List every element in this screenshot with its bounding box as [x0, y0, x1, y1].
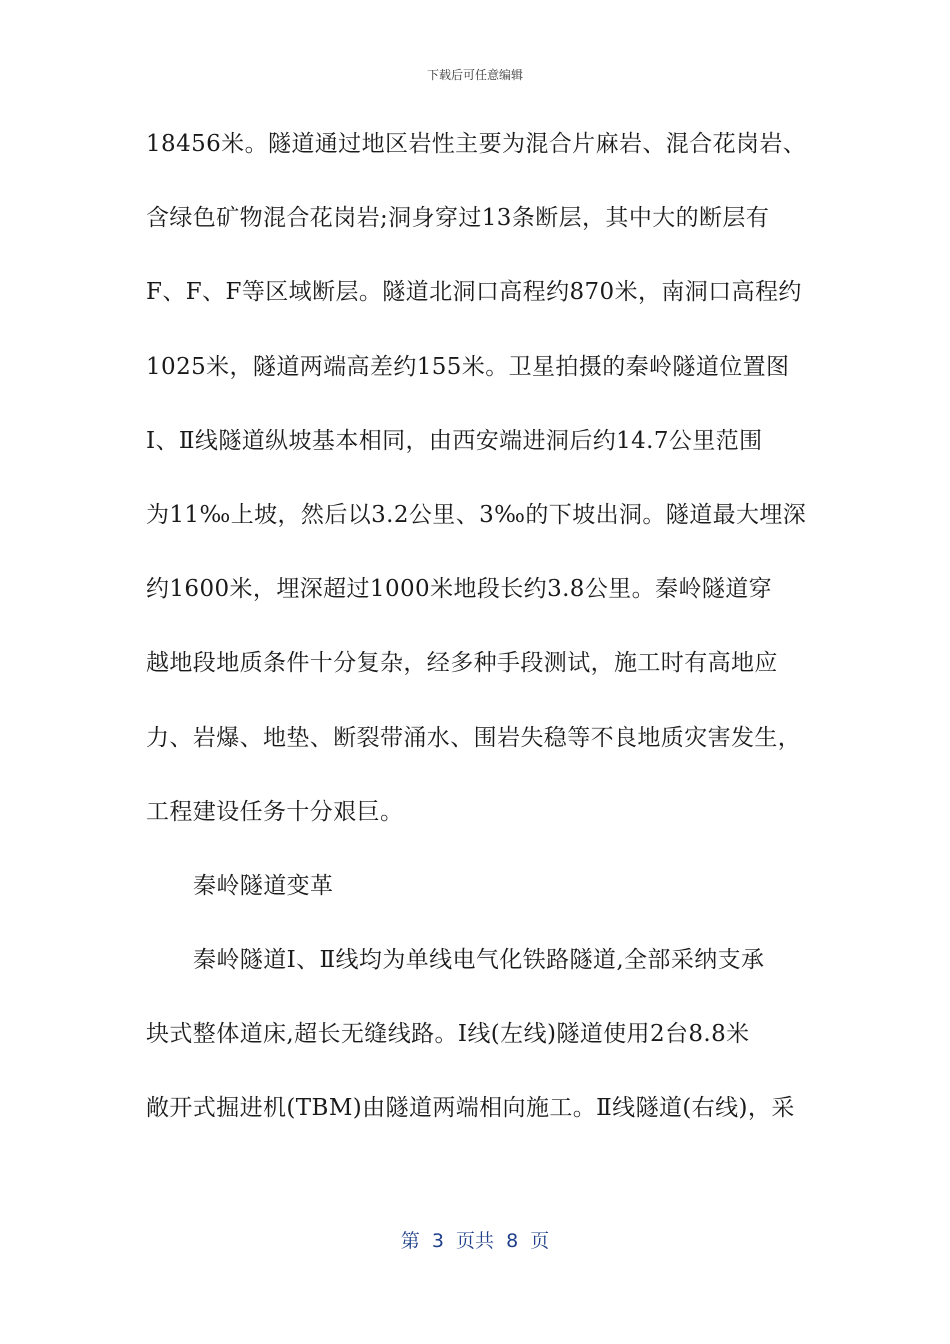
section-heading: 秦岭隧道变革 [193, 872, 334, 899]
text-line: Ⅰ、Ⅱ线隧道纵坡基本相同，由西安端进洞后约14.7公里范围 [146, 427, 763, 454]
document-body [146, 124, 811, 1163]
text-line: 为11‰上坡，然后以3.2公里、3‰的下坡出洞。隧道最大埋深 [146, 501, 807, 528]
text-line: 敞开式掘进机(TBM)由隧道两端相向施工。Ⅱ线隧道(右线)，采 [146, 1095, 795, 1122]
text-line: 秦岭隧道Ⅰ、Ⅱ线均为单线电气化铁路隧道,全部采纳支承 [193, 947, 765, 974]
text-line: 工程建设任务十分艰巨。 [146, 798, 404, 825]
text-line: 18456米。隧道通过地区岩性主要为混合片麻岩、混合花岗岩、 [146, 131, 807, 157]
text-line: 块式整体道床,超长无缝线路。Ⅰ线(左线)隧道使用2台8.8米 [146, 1021, 750, 1048]
text-line: 约1600米，埋深超过1000米地段长约3.8公里。秦岭隧道穿 [146, 576, 773, 603]
text-line: 含绿色矿物混合花岗岩;洞身穿过13条断层，其中大的断层有 [146, 205, 770, 232]
text-line: 1025米，隧道两端高差约155米。卫星拍摄的秦岭隧道位置图 [146, 353, 790, 380]
text-line: 越地段地质条件十分复杂，经多种手段测试，施工时有高地应 [146, 650, 778, 677]
page-header: 下载后可任意编辑 [426, 68, 523, 82]
text-line: 力、岩爆、地垫、断裂带涌水、围岩失稳等不良地质灾害发生， [146, 724, 802, 751]
page-number-footer: 第 3 页共 8 页 [400, 1230, 550, 1252]
text-line: F、F、F等区域断层。隧道北洞口高程约870米，南洞口高程约 [146, 279, 802, 306]
